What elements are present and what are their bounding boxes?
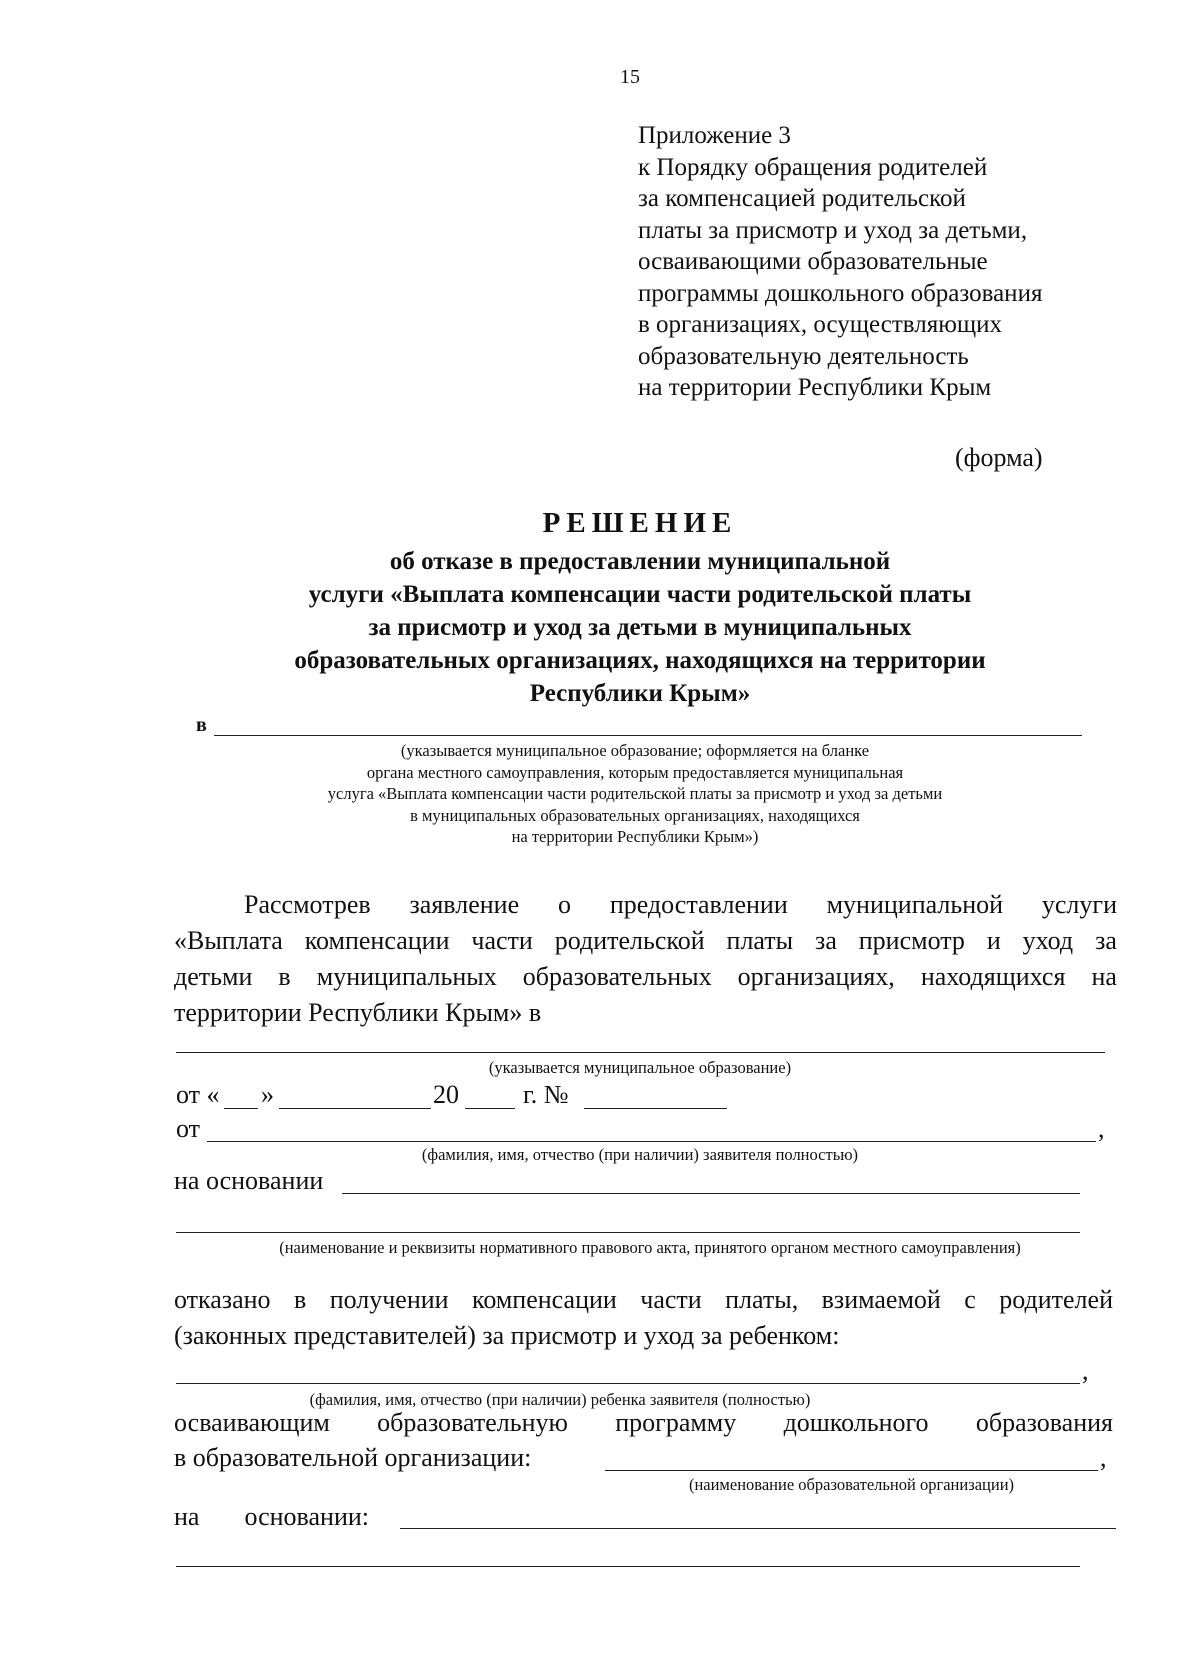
- word: родительской: [554, 926, 705, 955]
- paragraph-line: [174, 926, 1117, 956]
- comma: ,: [1098, 1114, 1105, 1143]
- word: осваивающим: [174, 1408, 330, 1437]
- word: части: [640, 1285, 702, 1314]
- appendix-line: за компенсацией родительской: [638, 185, 966, 212]
- refusal-line-2: (законных представителей) за присмотр и уход за ребенком:: [174, 1321, 840, 1350]
- number-field[interactable]: [584, 1108, 727, 1109]
- word: муниципальных: [316, 962, 497, 991]
- caption-org: (наименование образовательной организации): [688, 1475, 1015, 1494]
- caption-line: (указывается муниципальное образование; оформляется на бланке: [400, 741, 870, 760]
- appendix-block: [638, 120, 1042, 404]
- word: платы: [726, 926, 794, 955]
- date-quote-close: »: [261, 1080, 274, 1109]
- caption-line: в муниципальных образовательных организациях, находящихся: [410, 805, 860, 825]
- basis-field[interactable]: [342, 1193, 1080, 1194]
- word: образования: [975, 1408, 1113, 1437]
- word: «Выплата: [174, 926, 283, 955]
- word: присмотр: [858, 926, 965, 955]
- page-number: 15: [620, 66, 640, 88]
- basis-field-2[interactable]: [176, 1232, 1080, 1233]
- paragraph-line: [244, 890, 1117, 920]
- word: уход: [1022, 926, 1074, 955]
- comma: ,: [1100, 1443, 1107, 1472]
- month-field[interactable]: [279, 1108, 431, 1109]
- word: образовательную: [377, 1408, 568, 1437]
- word: муниципальной: [826, 890, 1004, 919]
- word: получении: [329, 1285, 449, 1314]
- appendix-line: программы дошкольного образования: [638, 279, 1043, 307]
- basis2-field-2[interactable]: [176, 1566, 1080, 1567]
- word: взимаемой: [821, 1285, 941, 1314]
- document-subtitle: [120, 545, 1160, 710]
- word: дошкольного: [783, 1408, 929, 1437]
- subtitle-line: за присмотр и уход за детьми в муниципальных: [368, 614, 912, 641]
- in-prefix: в: [196, 714, 207, 736]
- appendix-line: в организациях, осуществляющих: [638, 311, 1003, 338]
- word: платы,: [725, 1285, 799, 1314]
- day-field[interactable]: [224, 1108, 258, 1109]
- word: за: [1095, 926, 1117, 955]
- paragraph-line: территории Республики Крым» в: [174, 998, 542, 1027]
- word: услуги: [1041, 890, 1117, 919]
- word: компенсации: [472, 1285, 617, 1314]
- child-field[interactable]: [176, 1383, 1080, 1384]
- org-field[interactable]: [605, 1470, 1098, 1471]
- municipality-field-2[interactable]: [176, 1052, 1105, 1053]
- word: отказано: [174, 1285, 271, 1314]
- caption-child: (фамилия, имя, отчество (при наличии) ребенка заявителя (полностью): [309, 1390, 811, 1409]
- caption-municipality: (указывается муниципальное образование): [488, 1058, 792, 1077]
- word: на: [174, 1502, 200, 1531]
- form-note: (форма): [955, 443, 1043, 472]
- caption-line: органа местного самоуправления, которым предоставляется муниципальная: [366, 762, 904, 782]
- municipality-field[interactable]: [214, 735, 1082, 736]
- word: с: [964, 1285, 976, 1314]
- word: в: [278, 962, 291, 991]
- word: и: [986, 926, 1001, 955]
- word: Рассмотрев: [244, 890, 371, 919]
- subtitle-line: образовательных организациях, находящихся на территории: [294, 647, 986, 674]
- applicant-field[interactable]: [207, 1141, 1096, 1142]
- org-label: в образовательной организации:: [174, 1443, 532, 1472]
- word: организациях,: [737, 962, 895, 991]
- word: предоставлении: [609, 890, 788, 919]
- caption-act: (наименование и реквизиты нормативного правового акта, принятого органом местного самоуправления): [279, 1238, 1021, 1257]
- caption-line: на территории Республики Крым»): [511, 827, 759, 846]
- appendix-line: на территории Республики Крым: [638, 374, 992, 401]
- word: в: [293, 1285, 307, 1314]
- municipality-caption: [180, 740, 1090, 848]
- basis2-line: [174, 1502, 369, 1532]
- word: о: [557, 890, 571, 919]
- caption-applicant: (фамилия, имя, отчество (при наличии) заявителя полностью): [421, 1145, 859, 1164]
- word: образовательных: [522, 962, 712, 991]
- refusal-line: [174, 1285, 1113, 1315]
- word: детьми: [174, 962, 253, 991]
- subtitle-line: об отказе в предоставлении муниципальной: [389, 548, 891, 575]
- year-field[interactable]: [465, 1108, 515, 1109]
- word: за: [815, 926, 837, 955]
- year-prefix: 20: [433, 1080, 459, 1109]
- appendix-line: Приложение 3: [638, 122, 791, 149]
- basis2-field[interactable]: [400, 1528, 1116, 1529]
- basis-label: на основании: [174, 1166, 324, 1195]
- appendix-line: платы за присмотр и уход за детьми,: [638, 216, 1028, 244]
- word: родителей: [999, 1285, 1113, 1314]
- word: находящихся: [920, 962, 1066, 991]
- appendix-line: образовательную деятельность: [638, 342, 969, 370]
- word: части: [471, 926, 533, 955]
- appendix-line: осваивающими образовательные: [638, 248, 988, 275]
- subtitle-line: Республики Крым»: [529, 680, 751, 707]
- caption-line: услуга «Выплата компенсации части родительской платы за присмотр и уход за детьми: [327, 784, 943, 803]
- subtitle-line: услуги «Выплата компенсации части родительской платы: [308, 581, 972, 608]
- appendix-line: к Порядку обращения родителей: [638, 153, 988, 181]
- number-label: г. №: [523, 1080, 569, 1109]
- comma: ,: [1082, 1356, 1089, 1385]
- word: программу: [615, 1408, 737, 1437]
- paragraph-line: [174, 962, 1117, 992]
- document-title: РЕШЕНИЕ: [542, 507, 738, 539]
- date-from-label: от «: [176, 1080, 220, 1109]
- word: на: [1091, 962, 1117, 991]
- mastering-line: [174, 1408, 1113, 1438]
- word: компенсации: [304, 926, 450, 955]
- word: основании:: [244, 1502, 369, 1531]
- word: заявление: [409, 890, 520, 919]
- from-label: от: [176, 1114, 201, 1143]
